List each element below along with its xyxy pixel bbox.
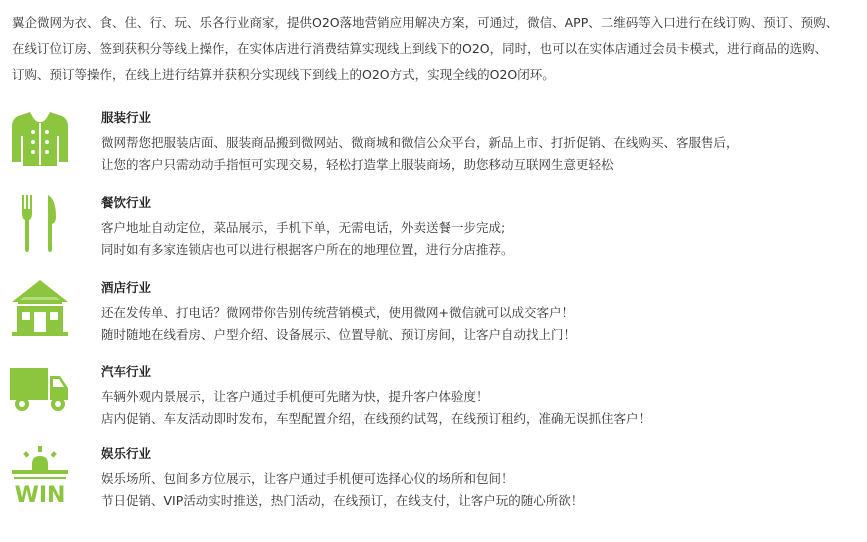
win-icon [10,446,70,506]
clothing-icon [10,110,70,170]
intro-line: 翼企微网为衣、食、住、行、玩、乐各行业商家，提供O2O落地营销应用解决方案，可通过，微信、APP、二维码等入口进行在线订购、预订、预购、 [12,15,839,30]
truck-icon [10,364,70,424]
industry-description-line: 娱乐场所、包间多方位展示，让客户通过手机便可选择心仪的场所和包间！ [101,471,514,486]
intro-line: 在线订位订房、签到获积分等线上操作，在实体店进行消费结算实现线上到线下的O2O，同时，也可以在实体店通过会员卡模式，进行商品的选购、 [12,41,828,56]
industry-description [101,217,514,261]
industry-description-line: 同时如有多家连锁店也可以进行根据客户所在的地理位置，进行分店推荐。 [101,242,514,257]
industry-description-line: 微网帮您把服装店面、服装商品搬到微网站、微商城和微信公众平台，新品上市、打折促销、在线购买、客服售后， [101,135,739,150]
industry-description-line: 节日促销、VIP活动实时推送，热门活动，在线预订，在线支付，让客户玩的随心所欲！ [101,493,584,508]
win-icon-text: WIN [14,483,66,506]
industry-description-line: 店内促销、车友活动即时发布，车型配置介绍，在线预约试驾，在线预订租约，准确无误抓住客户！ [101,411,652,426]
industry-catering [0,195,867,275]
industry-title: 酒店行业 [101,280,152,295]
industry-description-line: 客户地址自动定位，菜品展示，手机下单，无需电话，外卖送餐一步完成; [101,220,506,235]
fork-knife-icon [10,195,70,255]
industry-automotive [0,364,867,444]
industry-description [101,468,583,512]
industry-description-line: 随时随地在线看房、户型介绍、设备展示、位置导航、预订房间，让客户自动找上门！ [101,327,577,342]
industry-description-line: 车辆外观内景展示，让客户通过手机便可先睹为快，提升客户体验度！ [101,389,489,404]
industry-title: 服装行业 [101,110,152,125]
industry-entertainment [0,446,867,526]
hotel-icon [10,280,70,340]
industry-description [101,302,576,346]
industry-title: 餐饮行业 [101,195,152,210]
industry-description [101,386,651,430]
industry-description-line: 让您的客户只需动动手指恒可实现交易，轻松打造掌上服装商场，助您移动互联网生意更轻松 [101,157,614,172]
industry-title: 娱乐行业 [101,446,152,461]
industry-title: 汽车行业 [101,364,152,379]
industry-hotel [0,280,867,360]
industry-description [101,132,739,176]
intro-paragraph [12,10,867,88]
industry-description-line: 还在发传单、打电话？微网带你告别传统营销模式，使用微网+微信就可以成交客户！ [101,305,574,320]
intro-line: 订购、预订等操作，在线上进行结算并获积分实现线下到线上的O2O方式，实现全线的O2O闭环。 [12,67,555,82]
industry-clothing [0,110,867,190]
